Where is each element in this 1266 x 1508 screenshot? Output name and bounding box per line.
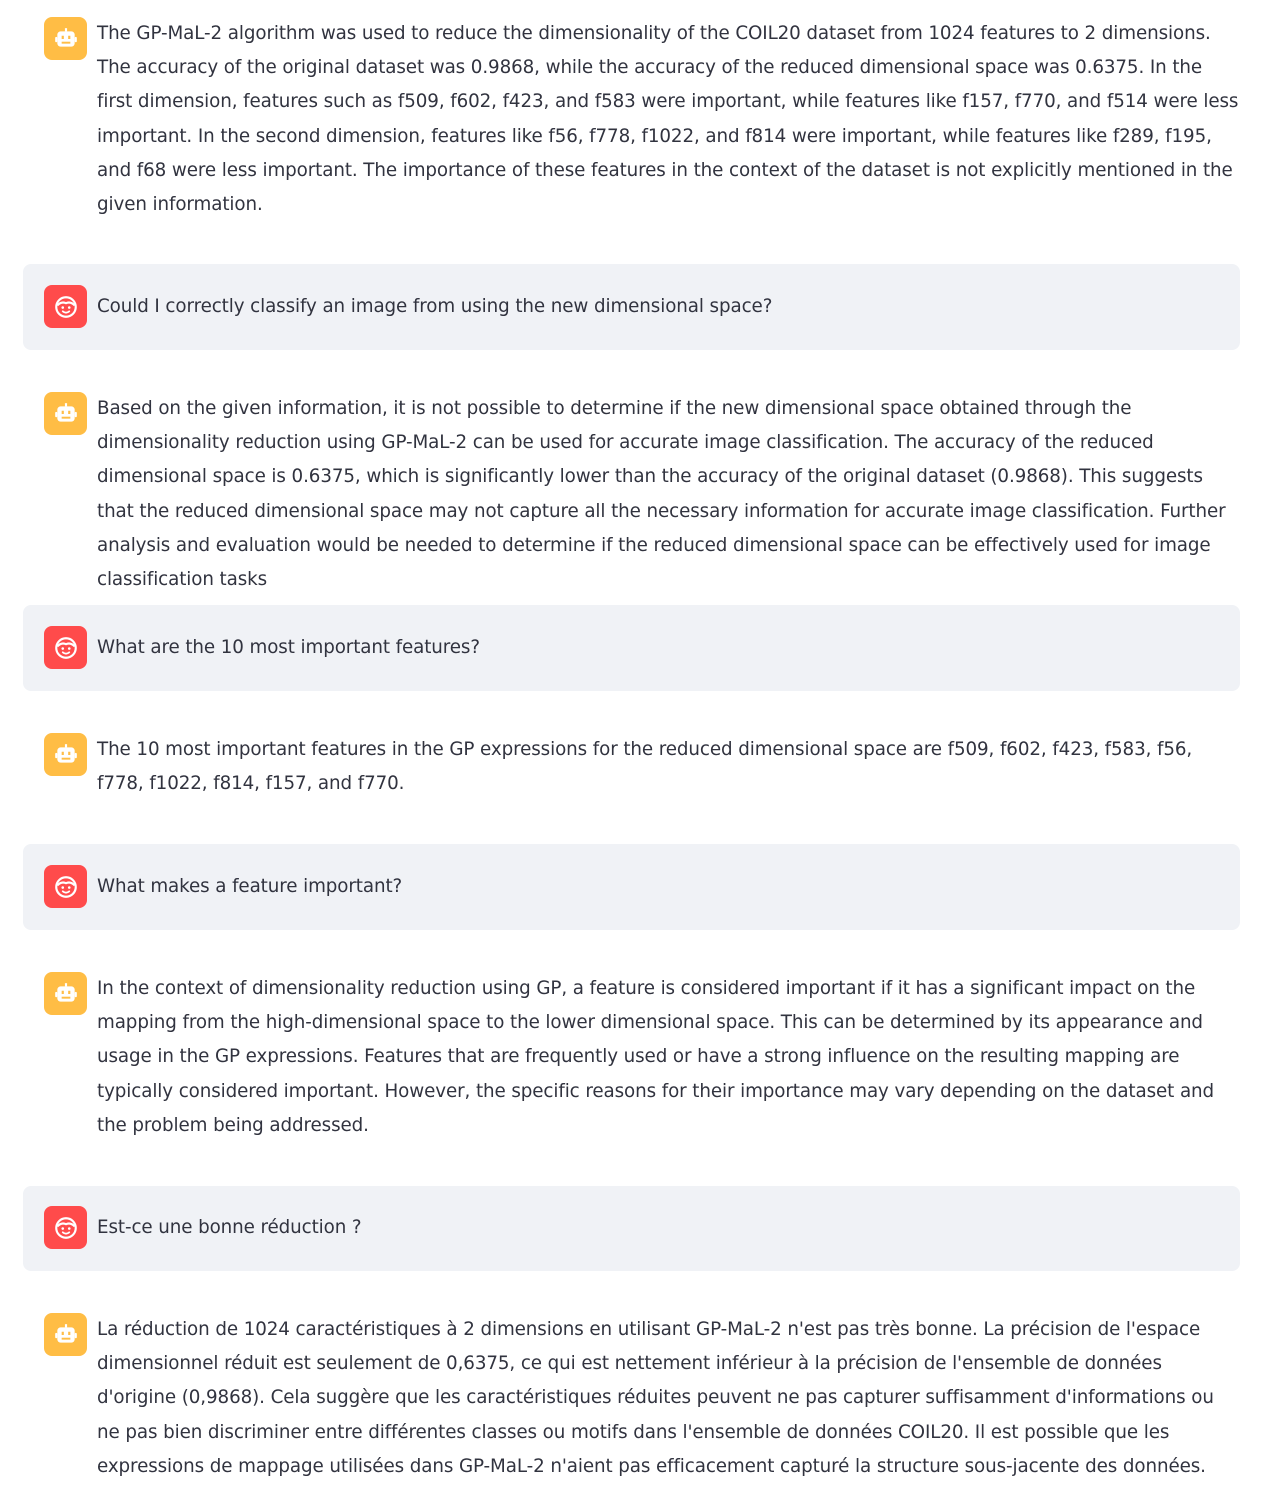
message-text: The GP-MaL-2 algorithm was used to reduce the dimensionality of the COIL20 dataset from 1024 features to 2 dimensions. The accuracy of the original dataset was 0.9868, while the accuracy of the reduced dimensional space was 0.6375. In the first dimension, features such as f509, f602, f423, and f583 were important, while features like f157, f770, and f514 were less important. In the second dimension, features like f56, f778, f1022, and f814 were important, while features like f289, f195, and f68 were less important. The importance of these features in the context of the dataset is not explicitly mentioned in the given information. <box>97 23 1239 216</box>
user-avatar <box>44 626 87 669</box>
bot-face-icon <box>53 26 79 52</box>
assistant-message <box>23 954 1240 1160</box>
user-message <box>23 605 1240 691</box>
assistant-message <box>23 715 1240 820</box>
user-avatar <box>44 285 87 328</box>
user-face-icon <box>53 635 79 661</box>
bot-face-icon <box>53 742 79 768</box>
bot-face-icon <box>53 981 79 1007</box>
assistant-message <box>23 374 1240 591</box>
bot-avatar <box>44 733 87 776</box>
message-text: What makes a feature important? <box>97 876 403 897</box>
user-avatar <box>44 1206 87 1249</box>
bot-avatar <box>44 392 87 435</box>
message-text: In the context of dimensionality reduction using GP, a feature is considered important if it has a significant impact on the mapping from the high-dimensional space to the lower dimensional space. This can be determined by its appearance and usage in the GP expressions. Features that are frequently used or have a strong influence on the resulting mapping are typically considered important. However, the specific reasons for their importance may vary depending on the dataset and the problem being addressed. <box>97 978 1215 1136</box>
user-face-icon <box>53 294 79 320</box>
message-text: Based on the given information, it is not possible to determine if the new dimensional space obtained through the dimensionality reduction using GP-MaL-2 can be used for accurate image classification. The accuracy of the reduced dimensional space is 0.6375, which is significantly lower than the accuracy of the original dataset (0.9868). This suggests that the reduced dimensional space may not capture all the necessary information for accurate image classification. Further analysis and evaluation would be needed to determine if the reduced dimensional space can be effectively used for image classification tasks <box>97 398 1226 591</box>
message-text: Est-ce une bonne réduction ? <box>97 1217 362 1238</box>
message-text: What are the 10 most important features? <box>97 637 480 658</box>
message-text: La réduction de 1024 caractéristiques à 2 dimensions en utilisant GP-MaL-2 n'est pas très bonne. La précision de l'espace dimensionnel réduit est seulement de 0,6375, ce qui est nettement inférieur à la précision de l'ensemble de données d'origine (0,9868). Cela suggère que les caractéristiques réduites peuvent ne pas capturer suffisamment d'informations ou ne pas bien discriminer entre différentes classes ou motifs dans l'ensemble de données COIL20. Il est possible que les expressions de mappage utilisées dans GP-MaL-2 n'aient pas efficacement capturé la structure sous-jacente des données. <box>97 1319 1214 1477</box>
message-text: The 10 most important features in the GP expressions for the reduced dimensional space are f509, f602, f423, f583, f56, f778, f1022, f814, f157, and f770. <box>97 739 1193 795</box>
user-avatar <box>44 865 87 908</box>
user-message <box>23 1186 1240 1271</box>
bot-avatar <box>44 972 87 1015</box>
user-message <box>23 844 1240 930</box>
bot-face-icon <box>53 401 79 427</box>
bot-avatar <box>44 17 87 60</box>
user-face-icon <box>53 1215 79 1241</box>
user-face-icon <box>53 874 79 900</box>
assistant-message <box>23 1296 1240 1502</box>
message-text: Could I correctly classify an image from using the new dimensional space? <box>97 296 773 317</box>
assistant-message <box>23 0 1240 240</box>
user-message <box>23 264 1240 350</box>
bot-avatar <box>44 1313 87 1356</box>
bot-face-icon <box>53 1322 79 1348</box>
